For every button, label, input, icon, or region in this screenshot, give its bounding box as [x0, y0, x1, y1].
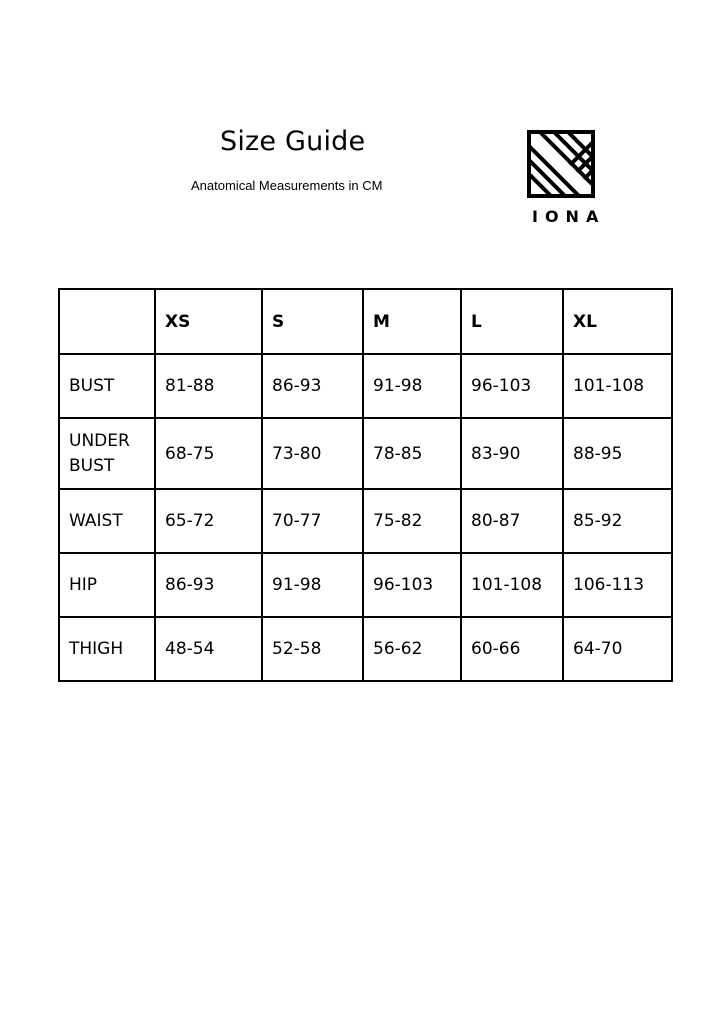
table-cell: 48-54	[155, 617, 262, 681]
table-cell: 70-77	[262, 489, 363, 553]
brand-name: IONA	[532, 207, 606, 226]
page-subtitle: Anatomical Measurements in CM	[191, 178, 383, 193]
table-cell: 81-88	[155, 354, 262, 418]
header-cell-l: L	[461, 289, 563, 354]
table-row-thigh	[59, 617, 672, 681]
table-cell: 101-108	[563, 354, 672, 418]
table-cell: 85-92	[563, 489, 672, 553]
header-cell-empty	[59, 289, 155, 354]
diagonal-lines-logo-icon	[522, 128, 602, 208]
row-label-line: UNDER	[69, 430, 130, 451]
header-cell-m: M	[363, 289, 461, 354]
page-title: Size Guide	[220, 126, 366, 157]
table-cell: 96-103	[363, 553, 461, 617]
row-label	[59, 418, 155, 489]
row-label: BUST	[59, 354, 155, 418]
table-cell: 60-66	[461, 617, 563, 681]
header-cell-s: S	[262, 289, 363, 354]
table-row-hip	[59, 553, 672, 617]
table-header-row	[59, 289, 672, 354]
row-label: WAIST	[59, 489, 155, 553]
table-cell: 96-103	[461, 354, 563, 418]
table-cell: 86-93	[155, 553, 262, 617]
table-cell: 73-80	[262, 418, 363, 489]
size-table	[58, 288, 673, 682]
table-cell: 52-58	[262, 617, 363, 681]
table-cell: 88-95	[563, 418, 672, 489]
table-row-bust	[59, 354, 672, 418]
table-row-waist	[59, 489, 672, 553]
table-cell: 75-82	[363, 489, 461, 553]
table-cell: 65-72	[155, 489, 262, 553]
table-cell: 101-108	[461, 553, 563, 617]
table-cell: 83-90	[461, 418, 563, 489]
header-cell-xl: XL	[563, 289, 672, 354]
table-cell: 78-85	[363, 418, 461, 489]
table-cell: 64-70	[563, 617, 672, 681]
table-cell: 86-93	[262, 354, 363, 418]
header-cell-xs: XS	[155, 289, 262, 354]
table-cell: 56-62	[363, 617, 461, 681]
table-cell: 68-75	[155, 418, 262, 489]
table-cell: 80-87	[461, 489, 563, 553]
row-label: THIGH	[59, 617, 155, 681]
table-row-under-bust	[59, 418, 672, 489]
table-cell: 106-113	[563, 553, 672, 617]
row-label-line: BUST	[69, 455, 115, 476]
table-cell: 91-98	[262, 553, 363, 617]
table-cell: 91-98	[363, 354, 461, 418]
row-label: HIP	[59, 553, 155, 617]
